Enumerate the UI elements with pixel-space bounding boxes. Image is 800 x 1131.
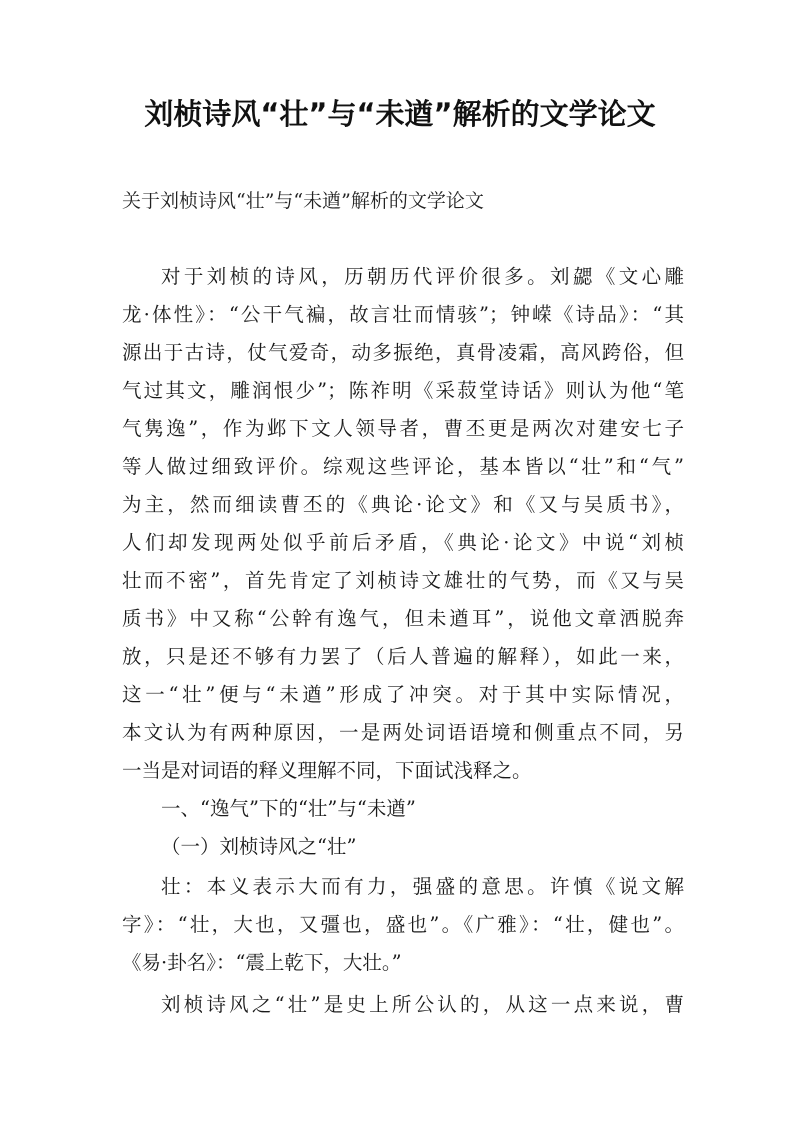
paragraph-line: 这一“壮”便与“未遒”形成了冲突。对于其中实际情况， <box>122 683 684 706</box>
paragraph-line: 壮：本义表示大而有力，强盛的意思。许慎《说文解 <box>161 875 684 898</box>
paragraph-line: 人们却发现两处似乎前后矛盾，《典论·论文》中说“刘桢 <box>122 531 684 554</box>
paragraph-line: 龙·体性》：“公干气褊，故言壮而情骇”；钟嵘《诗品》：“其 <box>122 303 684 326</box>
paragraph-line: 壮而不密”，首先肯定了刘桢诗文雄壮的气势，而《又与吴 <box>122 569 684 592</box>
paragraph-line: 气过其文，雕润恨少”；陈祚明《采菽堂诗话》则认为他“笔 <box>122 379 684 402</box>
paragraph-line: 源出于古诗，仗气爱奇，动多振绝，真骨凌霜，高风跨俗，但 <box>122 341 684 364</box>
paragraph-line: 《易·卦名》：“震上乾下，大壮。” <box>122 951 402 974</box>
paragraph-line: 质书》中又称“公幹有逸气，但未遒耳”，说他文章洒脱奔 <box>122 607 684 630</box>
document-title: 刘桢诗风“壮”与“未遒”解析的文学论文 <box>144 97 656 131</box>
paragraph-line: 一当是对词语的释义理解不同，下面试浅释之。 <box>122 759 532 782</box>
paragraph-line: 对于刘桢的诗风，历朝历代评价很多。刘勰《文心雕 <box>161 265 684 288</box>
paragraph-line: 字》：“壮，大也，又彊也，盛也”。《广雅》：“壮，健也”。 <box>122 913 684 936</box>
subsection-heading: （一）刘桢诗风之“壮” <box>161 835 357 858</box>
paragraph-line: 为主，然而细读曹丕的《典论·论文》和《又与吴质书》， <box>122 493 684 516</box>
paragraph-line: 刘桢诗风之“壮”是史上所公认的，从这一点来说，曹 <box>161 993 684 1016</box>
document-subtitle: 关于刘桢诗风“壮”与“未遒”解析的文学论文 <box>122 190 484 212</box>
paragraph-line: 气隽逸”，作为邺下文人领导者，曹丕更是两次对建安七子 <box>122 417 684 440</box>
paragraph-line: 放，只是还不够有力罢了（后人普遍的解释），如此一来， <box>122 645 684 668</box>
paragraph-line: 等人做过细致评价。综观这些评论，基本皆以“壮”和“气” <box>122 455 684 478</box>
paragraph-line: 本文认为有两种原因，一是两处词语语境和侧重点不同，另 <box>122 721 684 744</box>
section-heading: 一、“逸气”下的“壮”与“未遒” <box>161 797 416 820</box>
